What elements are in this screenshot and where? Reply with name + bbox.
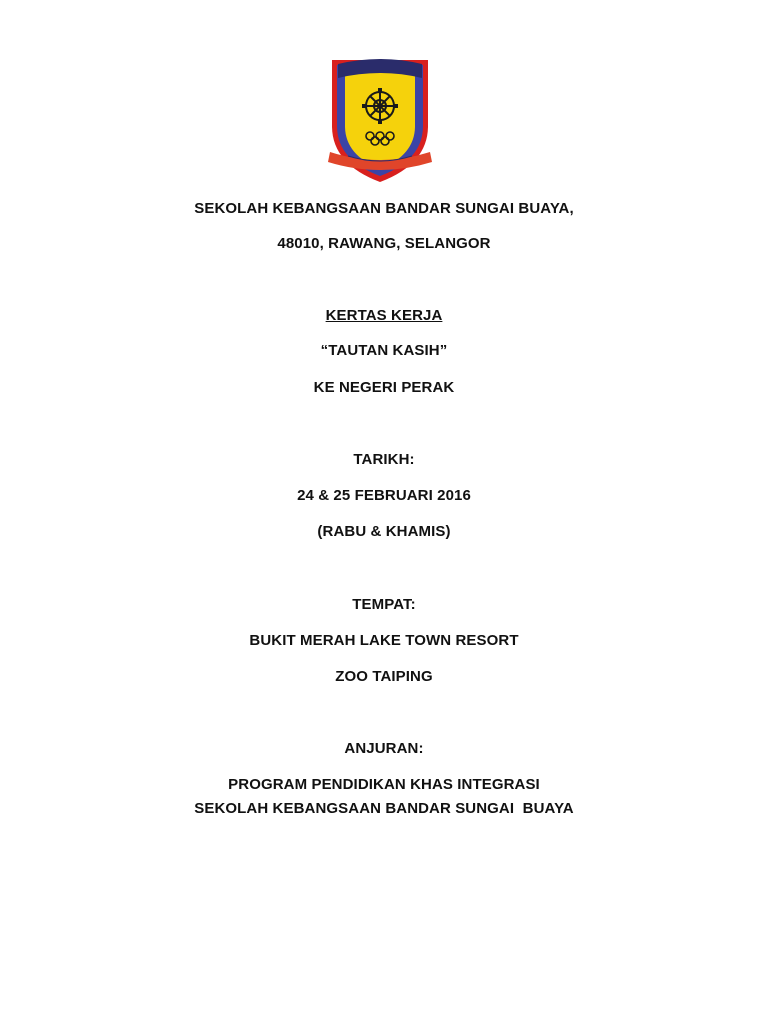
school-name: SEKOLAH KEBANGSAAN BANDAR SUNGAI BUAYA, [194, 200, 574, 217]
document-type-text: KERTAS KERJA [325, 307, 443, 324]
organizer-line-1: PROGRAM PENDIDIKAN KHAS INTEGRASI [228, 776, 540, 793]
program-name: “TAUTAN KASIH” [320, 342, 448, 359]
crest-shield-icon [328, 56, 432, 184]
document-type-heading [0, 307, 768, 325]
date-label: TARIKH: [353, 451, 415, 468]
destination: KE NEGERI PERAK [313, 379, 455, 396]
school-crest-logo [328, 56, 432, 184]
venue-place-2: ZOO TAIPING [335, 668, 433, 685]
venue-place-1: BUKIT MERAH LAKE TOWN RESORT [249, 632, 519, 649]
organizer-line-2: SEKOLAH KEBANGSAAN BANDAR SUNGAI BUAYA [194, 800, 574, 817]
school-address: 48010, RAWANG, SELANGOR [277, 235, 491, 252]
organizer-label: ANJURAN: [344, 740, 424, 757]
date-days: (RABU & KHAMIS) [317, 523, 451, 540]
venue-label: TEMPAT: [352, 596, 416, 613]
date-value: 24 & 25 FEBRUARI 2016 [297, 487, 471, 504]
